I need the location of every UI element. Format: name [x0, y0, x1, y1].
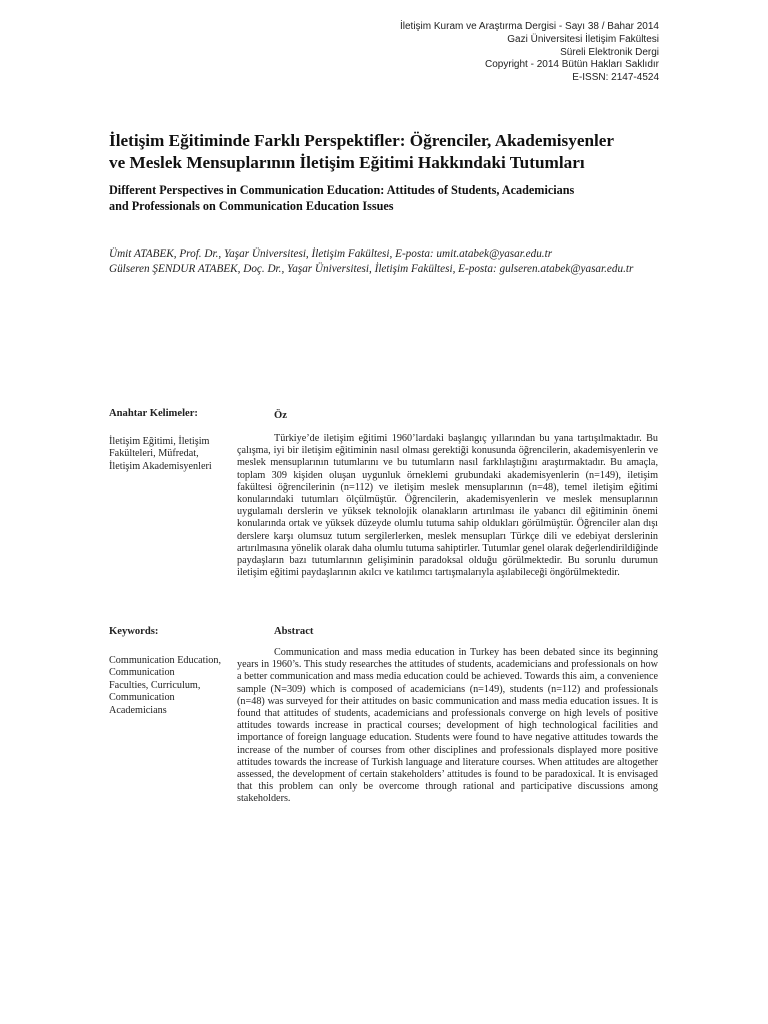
author-1: Ümit ATABEK, Prof. Dr., Yaşar Üniversitesi, İletişim Fakültesi, E-posta: umit.atabek@yasar.edu.tr	[109, 248, 553, 260]
title-turkish	[109, 130, 669, 173]
journal-name: İletişim Kuram ve Araştırma Dergisi - Sayı 38 / Bahar 2014	[400, 21, 659, 32]
journal-issn: E-ISSN: 2147-4524	[572, 72, 659, 84]
oz-body	[237, 433, 658, 579]
journal-publisher: Gazi Üniversitesi İletişim Fakültesi	[507, 33, 659, 45]
keywords-en-line: Faculties, Curriculum,	[109, 679, 201, 691]
keywords-tr-line: İletişim Akademisyenleri	[109, 460, 212, 472]
keywords-en-line: Academicians	[109, 704, 167, 716]
journal-header	[400, 21, 659, 85]
author-2: Gülseren ŞENDUR ATABEK, Doç. Dr., Yaşar Üniversitesi, İletişim Fakültesi, E-posta: gulseren.atabek@yasar.edu.tr	[109, 262, 634, 275]
author-list	[109, 247, 709, 276]
title-turkish-line-2: ve Meslek Mensuplarının İletişim Eğitimi Hakkındaki Tutumları	[109, 152, 585, 172]
keywords-tr-heading: Anahtar Kelimeler:	[109, 408, 198, 419]
journal-type: Süreli Elektronik Dergi	[560, 46, 659, 58]
title-english	[109, 183, 669, 214]
journal-copyright: Copyright - 2014 Bütün Hakları Saklıdır	[485, 59, 659, 71]
keywords-tr-list	[109, 436, 231, 473]
title-english-line-1: Different Perspectives in Communication Education: Attitudes of Students, Academicians	[109, 183, 575, 197]
keywords-en-list	[109, 655, 231, 717]
keywords-en-line: Communication Education,	[109, 655, 222, 666]
title-turkish-line-1: İletişim Eğitiminde Farklı Perspektifler: Öğrenciler, Akademisyenler	[109, 131, 615, 150]
keywords-tr-line: Fakülteleri, Müfredat,	[109, 448, 199, 460]
abstract-paragraph: Communication and mass media education in Turkey has been debated since its beginning years in 1960’s. This study researches the attitudes of students, academicians and professionals on how a better communication and mass media education could be achieved. Towards this aim, a convenience sample (N=309) which is composed of academicians (n=149), students (n=112) and professionals (n=48) was surveyed for their attitudes on basic communication and mass media education issues. It is found that attitudes of students, academicians and professionals converge on high levels of positive attitudes towards increase in practical courses; development of high technological facilities and importance of foreign language education. Students were found to have negative attitudes towards the increase of the number of courses from other disciplines and professionals displayed more positive attitudes towards the increase of Turkish language and literature courses. When attitudes are altogether assessed, the development of certain stakeholders’ attitudes is found to be paradoxical. It is envisaged that this problem can only be overcome through rational and participative discussions among stakeholders.	[237, 647, 658, 805]
keywords-tr-line: İletişim Eğitimi, İletişim	[109, 436, 210, 447]
oz-heading: Öz	[274, 410, 287, 421]
abstract-body	[237, 647, 658, 806]
keywords-en-line: Communication	[109, 667, 175, 679]
abstract-heading: Abstract	[274, 626, 314, 637]
oz-paragraph: Türkiye’de iletişim eğitimi 1960’lardaki başlangıç yıllarından bu yana tartışılmaktadır. Bu çalışma, iyi bir iletişim eğitiminin nasıl olması gerektiği konusunda öğrencilerin, akademisyenlerin ve meslek mensuplarının tutumlarını ve bu tutumların nasıl farklılaştığını araştırmaktadır. Bu amaçla, toplam 309 kişiden oluşan uygunluk örneklemi grubundaki akademisyenlerin (n=149), iletişim fakültesi öğrencilerinin (n=112) ve iletişim meslek mensuplarının (n=48), temel iletişim eğitimi konularındaki tutumları ölçülmüştür. Öğrencilerin, akademisyenlerin ve meslek mensuplarının uygulamalı derslerin ve yüksek teknolojik olanakların artırılması ile yabancı dil eğitiminin önemi konularında ortak ve yüksek düzeyde olumlu tutuma sahip oldukları görülmüştür. Öğrenciler alan dışı derslere karşı olumsuz tutum sergilerlerken, meslek mensupları Türkçe dili ve edebiyat derslerinin artırılmasına yönelik olarak daha olumlu tutuma sahiptirler. Tutumlar genel olarak değerlendirildiğinde paydaşların bazı tutumlarının gelişiminin paradoksal olduğu görülmektedir. Bu sorunlu durumun iletişim eğitimi paydaşlarının akılcı ve katılımcı tartışmalarıyla aşılabileceği öngörülmektedir.	[237, 433, 658, 579]
keywords-en-heading: Keywords:	[109, 626, 159, 637]
keywords-en-line: Communication	[109, 692, 175, 704]
title-english-line-2: and Professionals on Communication Education Issues	[109, 198, 394, 213]
